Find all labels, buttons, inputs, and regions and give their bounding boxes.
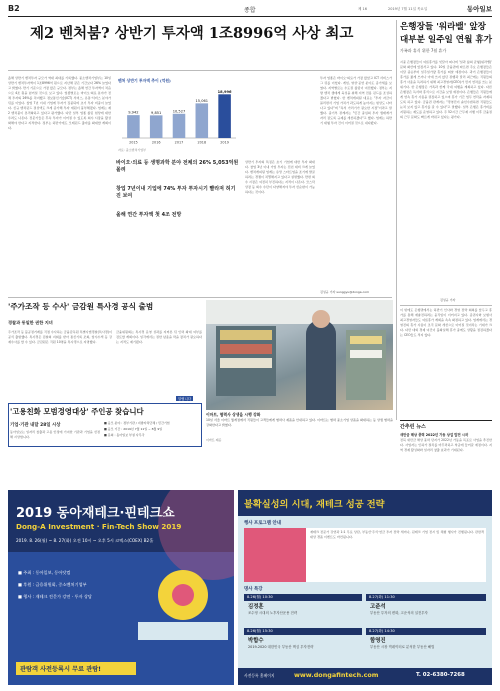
speaker-date: 8.27(화) 11:30 [366,594,486,601]
speaker-topic: 부동산 투자의 변화, 고준석의 실전투자 [370,611,428,615]
brief-item-title: 새만금 해상 풍력 2022년 가동 상업 발전 시작 [400,433,469,437]
chart-plot [116,84,240,146]
ad-left-illustration [138,560,228,650]
lead-byline: 김성규 기자 sunggyu@donga.com [320,290,369,294]
ad-left [8,490,234,685]
announcement-row: ■ 문의 : 동아일보 부설 사무국 [104,433,145,437]
chart-value-label: 10,527 [172,109,186,114]
speaker-date: 8.26(월) 10:30 [244,594,362,601]
pull-quote: 창업 7년이내 기업에 74% 투자 투자시기 빨라져 허기진 보여 [116,186,236,199]
header-rule [8,16,492,17]
sidebar-subhead: 가족과 휴식 위한 7월 휴가 [400,48,447,53]
photo-story-body: 주가조작 등 불공정거래를 직접 수사하는 금융감독원 특별사법경찰(특사경)이 공식 출범했다. 특사경은 검찰의 지휘를 받아 통신기록 조회, 압수수색 등 강제수사를 할 수 있다. 금감원은 직원 10명을 특사경으로 지명했다. [8,330,112,344]
announcement-tag: 알립니다 [178,397,192,401]
speaker-date: 8.26(월) 15:30 [244,628,362,635]
ad-left-date: 2019. 8. 26(월) ~ 8. 27(화) 오전 10시 ~ 오후 5시 코엑스(COEX) B2홀 [16,538,154,543]
ad-left-cta[interactable]: 관람객 사전등록시 무료 관람! [16,662,136,675]
announcement-subhead: 기업·기관 내달 28일 시상 [10,423,61,428]
chart-bar [218,94,231,138]
chart-bar [196,103,209,138]
chart-tick-label: 2015 [129,140,138,145]
ad-left-info-row: ■ 주최 : 동아일보, 동아닷컴 [18,570,71,575]
chart-value-label: 9,851 [151,110,162,115]
lead-body-col4: 투자 업종은 바이오·의료가 가장 많았고 ICT 서비스가 그 뒤를 이었다. 게임, 영상·공연 분야도 증가세를 보였다. 지역별로는 수도권 쏠림이 여전했다. 정부는 지방 벤처 생태계 육성을 위해 지역 전용 펀드를 조성하겠다고 밝혔다. 한 벤처캐피털 대표는 "투자 자금이 몰리면서 기업 가치가 과도하게 높아지는 현상도 나타나고 있다"며 "옥석 가리기가 필요한 시점"이라고 말했다. 중기부 관계자는 "민간 중심의 투자 생태계가 자리 잡도록 규제를 개선하겠다"고 했다. 업계는 하반기 대형 투자 건이 이어질 것으로 내다봤다. [320,76,392,125]
right-body-upper: 이 밖에도 은행권에서는 하반기 인사와 경영 전략 회의를 앞두고 휴가를 통해 재충전하려는 움직임이 이어지고 있다. 증권사와 보험사 최고경영자들도 여름휴가 계획을 속속 확정하고 있다. 업계에서는 경영진의 휴가 사용이 조직 문화 개선으로 이어질 것이라는 기대가 크다. 다만 대외 경제 여건이 불확실해 휴가 중에도 상황을 점검하겠다는 CEO들도 적지 않다. [400,308,492,337]
sidebar-headline-2: 대부분 일주일 연월 휴가 [400,35,492,45]
ad-right-program-head: 행사 프로그램 안내 [244,521,281,526]
ad-left-info-row: ■ 후원 : 금융위원회, 중소벤처기업부 [18,582,87,587]
speaker-name: 고준석 [370,604,386,610]
sidebar-byline: 김성규 기자 [440,298,456,302]
speaker-name: 박합수 [248,638,264,644]
divider [400,305,492,306]
ad-right [238,490,492,685]
ad-left-subtitle: Dong-A Investment · Fin-Tech Show 2019 [16,522,182,531]
speaker-topic: 조수영 시대의 노후자산운용 전략 [248,611,298,615]
chart-tick-label: 2017 [174,140,184,145]
chart-value-label: 9,942 [128,110,139,115]
chart-bar [150,115,163,138]
lead-headline: 제2 벤처붐? 상반기 투자액 1조8996억 사상 최고 [30,25,354,42]
chart-value-label: 18,996 [217,89,232,94]
brief-item-body: 전북 새만금 해상 풍력 단지가 2022년 가동을 목표로 사업을 추진한다. 사업자는 인허가 절차를 마무리하고 착공에 들어갈 예정이다. 지역 경제 활성화와 일자리 창출 효과가 기대된다. [400,438,492,452]
speaker-topic: 부동산 시장 빅데이터로 분석한 부동산 해법 [370,645,435,649]
ad-right-title: 불확실성의 시대, 재테크 성공 전략 [244,499,385,510]
chart-title: 벤처 상반기 투자액 추이 (억원) [118,78,171,83]
chart-tick-label: 2018 [197,140,207,145]
photo-credit: 이마트 제공 [206,438,222,442]
issue-number: 제 16 [358,7,367,11]
investment-chart [116,78,240,146]
program-table: 재테크 전문가 강연과 1:1 무료 상담, 부동산·주식·연금 투자 전략 세미나, 핀테크 기업 전시 및 체험 행사가 진행됩니다. 관람객 대상 경품 이벤트도 마련됩니다. [244,528,486,582]
ad-right-schedule-head: 명사 특강 [244,587,263,592]
speaker-name: 함영진 [370,638,386,644]
ad-left-title: 2019 동아재테크·핀테크쇼 [16,506,175,521]
photo-story-subhead: 경찰과 동일한 권한 지녀 [8,320,53,325]
chart-value-label: 15,061 [195,98,209,103]
sidebar-body: 시중 은행장들이 여름휴가를 잇달아 떠나며 '일과 삶의 균형(워라밸)' 문화 확산에 앞장서고 있다. 10일 금융권에 따르면 주요 은행장들은 이달 중순부터 일주일가량 휴가를 떠날 예정이다. 과거 은행장들이 휴가를 짧게 쓰거나 아예 쓰지 않던 관행과 달리 최근에는 직원들의 휴가 사용을 독려하기 위해 최고경영자(CEO)가 먼저 연차를 쓰는 분위기다. 한 은행장은 가족과 함께 국내 여행을 계획하고 있다. 다른 은행장은 독서와 휴식으로 시간을 보낼 예정이다. 은행들은 직원들에게 연속 휴가 사용을 권장하고 있으며 휴가 기간 업무 연락을 자제하도록 하고 있다. 금융권 관계자는 "경영진이 솔선수범하면 직원들도 눈치 보지 않고 휴가를 갈 수 있다"고 말했다. 일부 은행은 휴가비를 지원하는 제도를 운영하고 있다. 주 52시간 근무제 시행 이후 금융권의 근무 문화도 빠르게 바뀌고 있다는 평가다. [400,60,492,119]
photo-story-body-2: 금융위원회는 특사경 운영 성과를 지켜본 뒤 인력 확대 여부를 검토할 계획이다. 일각에서는 권한 남용을 막을 장치가 필요하다는 지적도 제기됐다. [116,330,202,344]
page-header [8,4,492,16]
speaker-name: 김정훈 [248,604,264,610]
ad-right-url[interactable]: www.dongafintech.com [294,671,379,679]
market-photo [206,300,393,410]
chart-bar [173,114,186,138]
pull-quote: 올해 연간 투자액 첫 4조 전망 [116,212,182,218]
lead-body-col3: 상반기 투자의 특징은 초기 기업에 대한 투자 확대다. 창업 3년 이내 기업 투자는 전년 대비 크게 늘었다. 벤처캐피털 업계는 유망 스타트업을 조기에 발굴하려는 경쟁이 치열해지고 있다고 설명했다. 반면 회수 시장은 여전히 부진하다는 지적이 나온다. 코스닥 상장 등 회수 수단이 다양해져야 투자 선순환이 가능하다는 것이다. [245,160,315,194]
chart-bar [127,115,140,138]
masthead: 동아일보 [466,5,492,13]
speaker-date: 8.27(화) 14:30 [366,628,486,635]
sidebar-headline-1: 은행장들 '워라밸' 앞장 [400,22,486,32]
chart-tick-label: 2019 [220,140,229,145]
photo-story-headline: '주가조작 등 수사' 금감원 특사경 공식 출범 [8,302,154,311]
announcement-row: ■ 응모 기간 : 2019년 7월 11일 ~ 8월 9일 [104,427,163,431]
lead-body-col1: 올해 상반기 벤처투자 규모가 역대 최대를 기록했다. 중소벤처기업부는 10일 상반기 벤처투자액이 1조8996억 원으로 지난해 같은 기간보다 26% 늘었다고 밝혔다. 반기 기준으로 가장 많은 규모다. 정부는 올해 연간 투자액이 처음으로 4조 원을 넘어설 것으로 보고 있다. 업종별로는 바이오·의료 분야가 전체 투자의 26%를 차지했고 정보통신기술(ICT) 서비스, 유통·서비스 분야가 뒤를 이었다. 창업 7년 이내 기업에 투자가 집중되며 초기 투자 비중이 늘었다. 신규 벤처펀드 결성액도 크게 증가해 투자 재원이 풍부해졌다. 업계는 제2 벤처붐이 본격화하고 있다고 평가했다. 다만 일부 업종 쏠림 현상에 대한 우려도 나온다. 전문가들은 후속 투자가 이어질 수 있도록 회수 시장을 활성화해야 한다고 지적한다. 정부는 하반기에도 모태펀드 출자를 확대할 계획이다. [8,76,111,130]
page-number: B2 [8,4,20,13]
divider [8,297,392,298]
announcement-headline: '고용친화 모범경영대상' 주인공 찾습니다 [10,407,144,416]
chart-tick-label: 2016 [151,140,161,145]
ad-left-info-row: ■ 행사 : 재테크 전문가 강연 · 투자 상담 [18,594,92,599]
announcement-row: ■ 응모 분야 : 정부기관 / 지방자치단체 / 민간기업 [104,421,170,425]
photo-caption-title: 이마트, 협력사 상생을 시행 강화 [206,412,261,417]
chart-source: 자료: 중소벤처기업부 [118,148,147,152]
date-line: 2019년 7월 11일 목요일 [388,7,428,11]
announcement-body: 동아일보는 일자리 창출과 고용 안정에 기여한 기관과 기업을 선정해 시상합니다. [10,430,100,439]
ad-right-phone: T. 02-6380-7268 [416,672,465,678]
pull-quote: 바이오·의료 등 생명과학 분야 전체의 26% 5,053억원 몰려 [116,160,239,173]
ad-right-footer-label: 사전등록 홈페이지 [244,673,275,678]
divider [400,420,492,421]
photo-caption: 10일 서울 이마트 월계점에서 직원들이 고객들에게 협력사 제품을 안내하고 있다. 이마트는 협력 중소기업 상품을 확대하는 등 상생 협력을 강화한다고 밝혔다. [206,418,393,427]
divider [8,70,392,71]
brief-news-headline: 간추린 뉴스 [400,424,426,430]
speaker-topic: 2019-2020 대한민국 부동산 핵심 투자전략 [248,645,314,649]
section-label: 종합 [244,7,256,14]
column-divider [396,20,397,420]
